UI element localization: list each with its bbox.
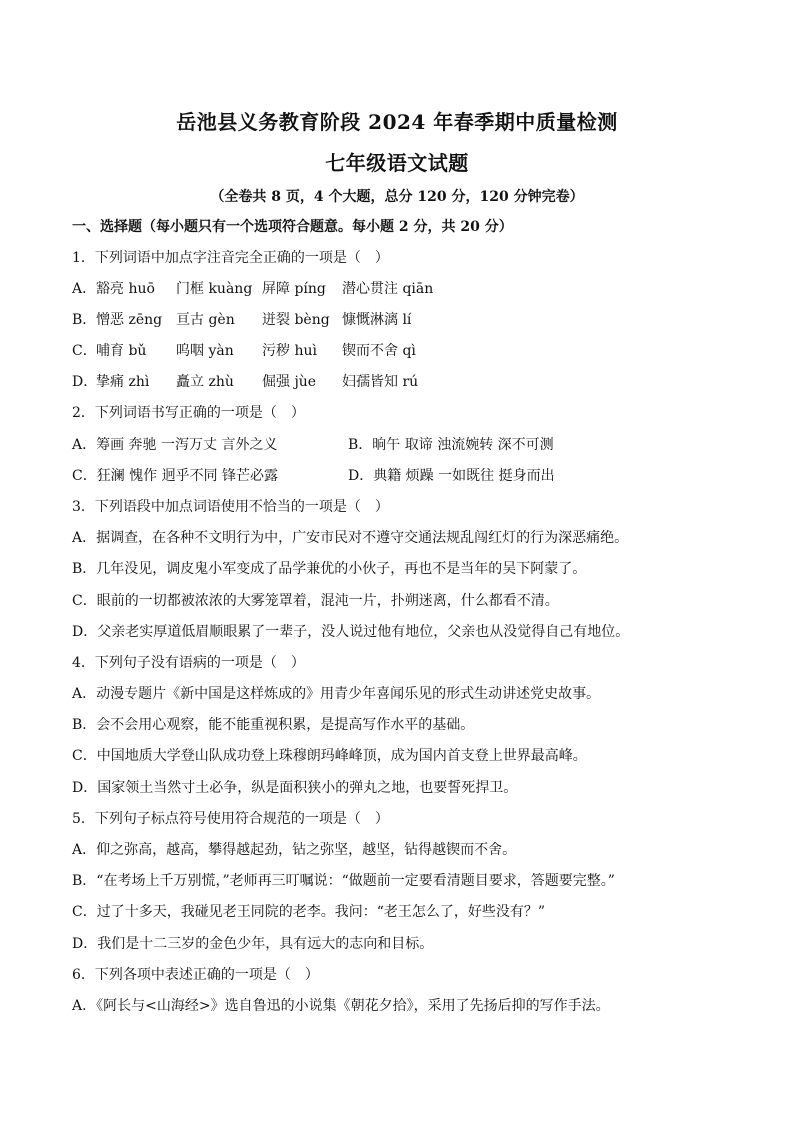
question-1-stem: 1．下列词语中加点字注音完全正确的一项是（ ）	[72, 250, 389, 266]
q5-option-b: B．“在考场上千万别慌，”老师再三叮嘱说：“做题前一定要看清题目要求，答题要完整。”	[72, 873, 615, 889]
option-item: 豁亮 huō	[96, 281, 155, 297]
q2-option-c: C．狂澜 愧作 迥乎不同 锋芒必露	[72, 468, 279, 484]
q3-option-a: A．据调查，在各种不文明行为中，广安市民对不遵守交通法规乱闯红灯的行为深恶痛绝。	[72, 530, 629, 546]
q2-option-d: D．典籍 烦躁 一如既往 挺身而出	[348, 468, 555, 484]
option-item: 呜咽 yàn	[176, 343, 234, 359]
question-2-stem: 2．下列词语书写正确的一项是（ ）	[72, 405, 305, 421]
q4-option-d: D．国家领土当然寸土必争，纵是面积狭小的弹丸之地，也要誓死捍卫。	[72, 780, 518, 796]
option-label: B．	[72, 312, 97, 328]
option-item: 亘古 gèn	[176, 312, 235, 328]
option-item: 妇孺皆知 rú	[342, 374, 419, 390]
exam-info: （全卷共 8 页，4 个大题，总分 120 分，120 分钟完卷）	[210, 189, 584, 205]
q4-option-c: C．中国地质大学登山队成功登上珠穆朗玛峰峰顶，成为国内首支登上世界最高峰。	[72, 748, 587, 764]
exam-title: 岳池县义务教育阶段 2024 年春季期中质量检测	[176, 110, 618, 134]
option-label: D．	[72, 374, 98, 390]
section-heading: 一、选择题（每小题只有一个选项符合题意。每小题 2 分，共 20 分）	[72, 219, 513, 235]
option-item: 锲而不舍 qì	[342, 343, 416, 359]
option-item: 慷慨淋漓 lí	[342, 312, 412, 328]
q5-option-c: C．过了十多天，我碰见老王同院的老李。我问：“老王怎么了，好些没有？”	[72, 904, 546, 920]
q6-option-a: A．《阿长与<山海经>》选自鲁迅的小说集《朝花夕拾》，采用了先扬后抑的写作手法。	[72, 998, 610, 1014]
option-item: 屏障 píng	[262, 281, 326, 297]
option-item: 哺育 bǔ	[96, 343, 147, 359]
q5-option-a: A．仰之弥高，越高，攀得越起劲，钻之弥坚，越坚，钻得越锲而不舍。	[72, 842, 517, 858]
option-item: 潜心贯注 qiān	[342, 281, 434, 297]
q3-option-d: D．父亲老实厚道低眉顺眼累了一辈子，没人说过他有地位，父亲也从没觉得自己有地位。	[72, 624, 630, 640]
option-item: 憎恶 zēng	[96, 312, 163, 328]
option-item: 挚痛 zhì	[96, 374, 150, 390]
q4-option-a: A．动漫专题片《新中国是这样炼成的》用青少年喜闻乐见的形式生动讲述党史故事。	[72, 686, 601, 702]
q1-option-b	[72, 311, 732, 329]
q3-option-c: C．眼前的一切都被浓浓的大雾笼罩着，混沌一片，扑朔迷离，什么都看不清。	[72, 593, 559, 609]
q1-option-c	[72, 342, 732, 360]
q2-option-a: A．筹画 奔驰 一泻万丈 言外之义	[72, 437, 278, 453]
option-label: C．	[72, 343, 97, 359]
q1-option-d	[72, 373, 732, 391]
q5-option-d: D．我们是十二三岁的金色少年，具有远大的志向和目标。	[72, 936, 434, 952]
q4-option-b: B．会不会用心观察，能不能重视积累，是提高写作水平的基础。	[72, 717, 475, 733]
q1-option-a	[72, 280, 732, 298]
question-6-stem: 6．下列各项中表述正确的一项是（ ）	[72, 967, 319, 983]
q2-option-b: B．晌午 取谛 浊流婉转 深不可测	[348, 437, 554, 453]
option-item: 迸裂 bèng	[262, 312, 330, 328]
option-item: 倔强 jùe	[262, 374, 317, 390]
option-label: A．	[72, 281, 97, 297]
question-5-stem: 5．下列句子标点符号使用符合规范的一项是（ ）	[72, 811, 389, 827]
exam-subtitle: 七年级语文试题	[325, 151, 469, 175]
option-item: 门框 kuàng	[176, 281, 253, 297]
option-item: 矗立 zhù	[176, 374, 234, 390]
q3-option-b: B．几年没见，调皮鬼小军变成了品学兼优的小伙子，再也不是当年的吴下阿蒙了。	[72, 561, 587, 577]
question-4-stem: 4．下列句子没有语病的一项是（ ）	[72, 655, 305, 671]
question-3-stem: 3．下列语段中加点词语使用不恰当的一项是（ ）	[72, 499, 389, 515]
option-item: 污秽 huì	[262, 343, 317, 359]
